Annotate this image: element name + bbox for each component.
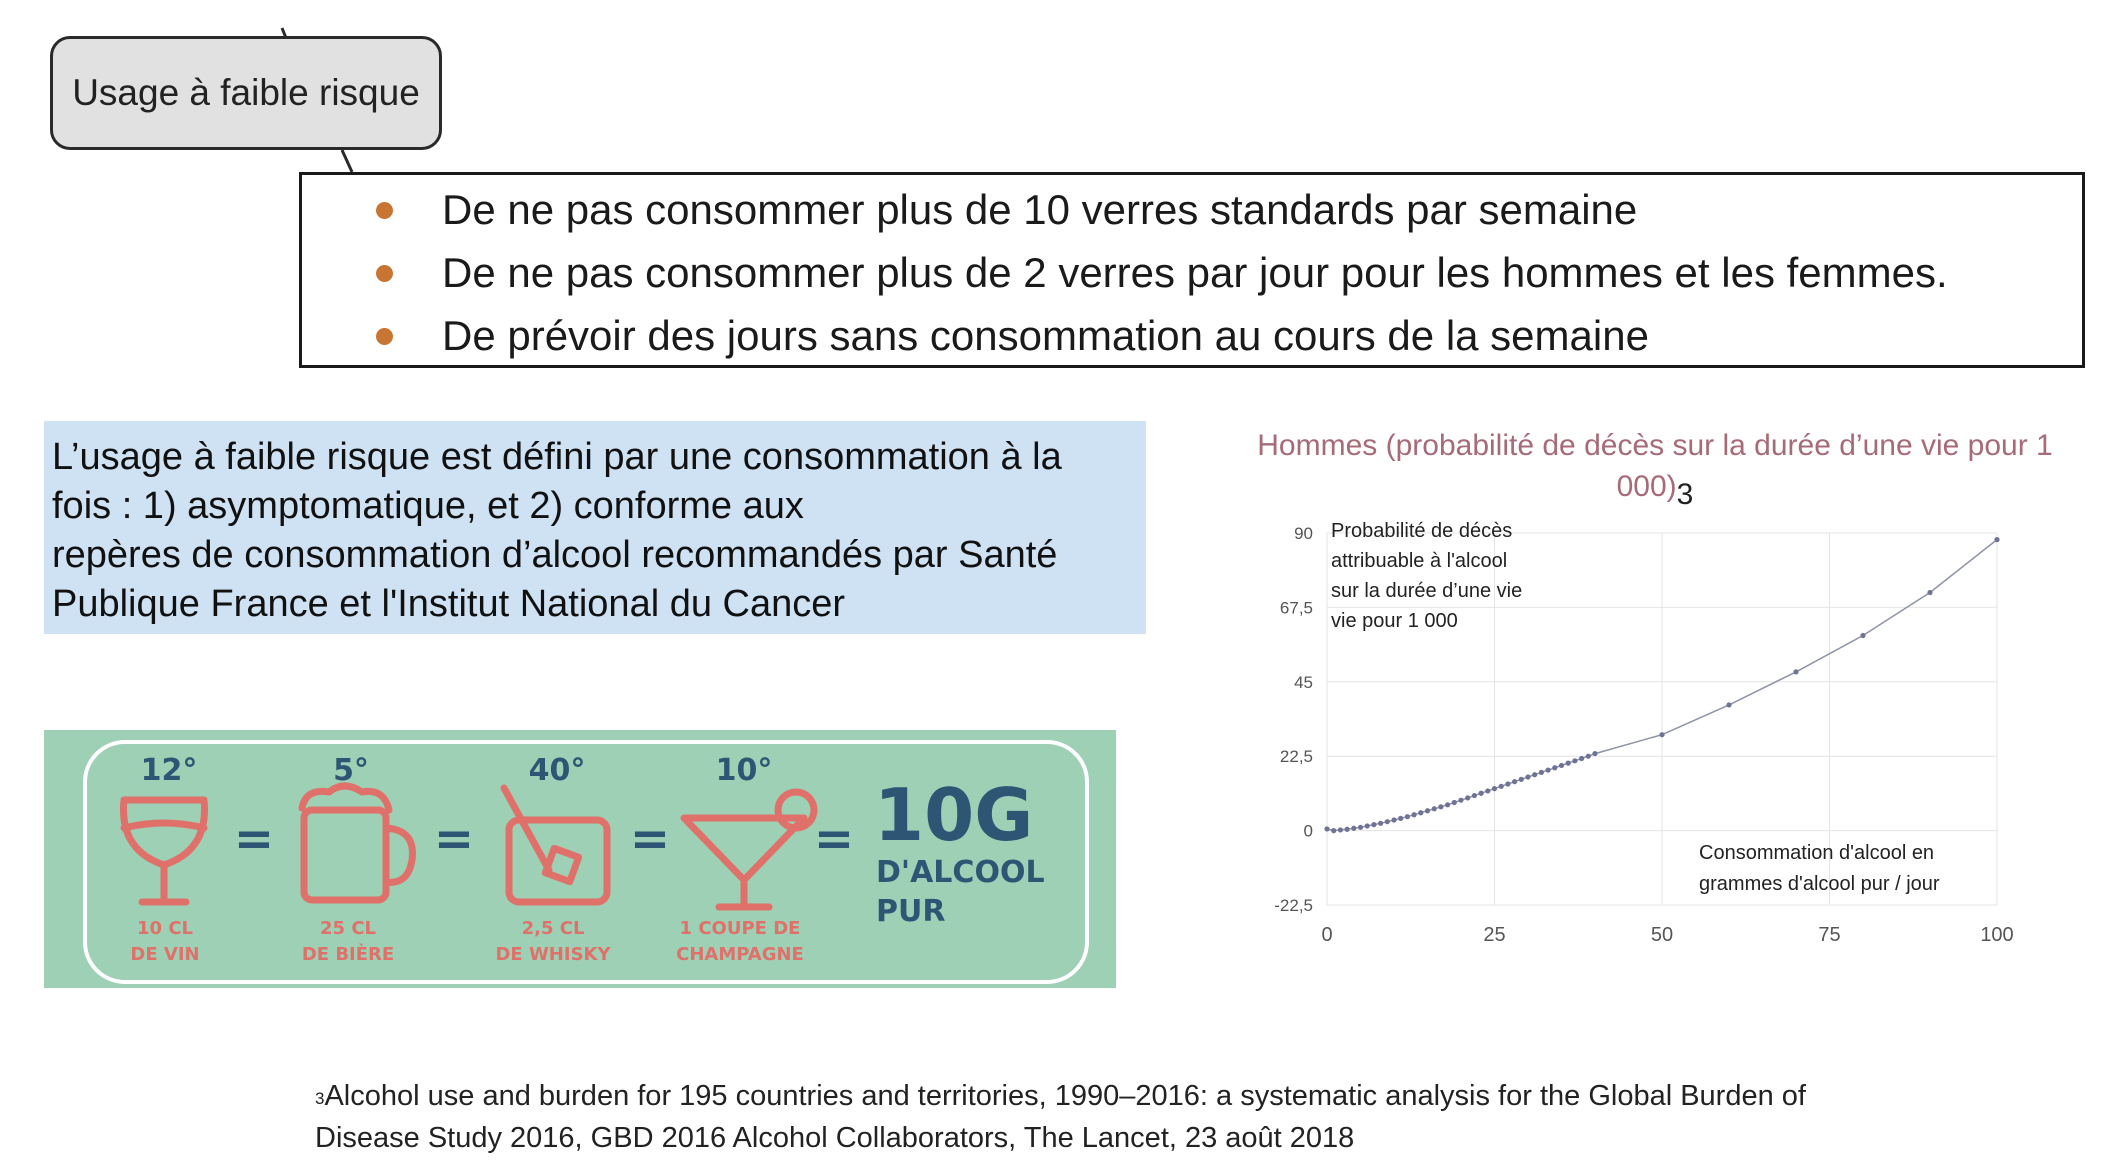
data-point <box>1579 756 1584 761</box>
data-point <box>1659 732 1664 737</box>
definition-line: Publique France et l'Institut National du Cancer <box>52 583 846 625</box>
data-point <box>1391 817 1396 822</box>
data-point <box>1445 802 1450 807</box>
y-tick-label: 90 <box>1294 524 1313 543</box>
result-amount: 10G <box>874 773 1034 857</box>
beer-mug-icon <box>302 786 412 900</box>
equals-sign: = <box>629 811 671 867</box>
equals-sign: = <box>233 811 275 867</box>
data-point <box>1371 822 1376 827</box>
data-point <box>1566 761 1571 766</box>
bullet-icon <box>376 202 393 219</box>
y-tick-label: 45 <box>1294 672 1313 692</box>
data-point <box>1378 821 1383 826</box>
whisky-label: DE WHISKY <box>495 944 611 965</box>
data-point <box>1994 537 1999 542</box>
beer-degree: 5° <box>333 753 369 788</box>
data-point <box>1365 823 1370 828</box>
chart-title-text: Hommes (probabilité de décès sur la durée d’une vie pour 1 000) <box>1257 429 2053 503</box>
result-line1: D'ALCOOL <box>876 855 1045 890</box>
data-point <box>1726 702 1731 707</box>
y-annotation-line: sur la durée d’une vie <box>1331 580 1523 602</box>
footnote-text: Alcohol use and burden for 195 countries and territories, 1990–2016: a systematic analysis for the Global Burden of <box>324 1080 1806 1112</box>
rule-text: De prévoir des jours sans consommation au cours de la semaine <box>442 312 1649 359</box>
y-annotation-line: Probabilité de décès <box>1331 520 1513 542</box>
data-point <box>1492 786 1497 791</box>
data-point <box>1546 767 1551 772</box>
data-point <box>1592 751 1597 756</box>
wine-label: DE VIN <box>130 944 200 965</box>
rule-text: De ne pas consommer plus de 2 verres par jour pour les hommes et les femmes. <box>442 249 1948 296</box>
x-tick-label: 75 <box>1818 924 1841 946</box>
x-tick-label: 25 <box>1483 924 1506 946</box>
callout-label: Usage à faible risque <box>72 72 420 113</box>
mortality-line-chart <box>1255 505 2045 965</box>
x-tick-label: 100 <box>1980 924 2014 946</box>
x-annotation <box>1699 842 1940 895</box>
data-point <box>1412 812 1417 817</box>
rule-item <box>442 312 1649 360</box>
wine-degree: 12° <box>140 753 198 788</box>
rule-item <box>442 186 1637 234</box>
y-tick-label: 0 <box>1303 821 1313 841</box>
data-point <box>1331 828 1336 833</box>
wine-volume: 10 CL <box>137 918 193 939</box>
data-point <box>1472 793 1477 798</box>
data-point <box>1458 798 1463 803</box>
data-point <box>1505 781 1510 786</box>
result-line2: PUR <box>876 894 946 929</box>
chart-title-ref: 3 <box>1676 478 1694 511</box>
definition-line: L’usage à faible risque est défini par une consommation à la <box>52 436 1062 478</box>
champagne-volume: 1 COUPE DE <box>679 918 801 939</box>
data-point <box>1532 772 1537 777</box>
definition-line: repères de consommation d’alcool recommandés par Santé <box>52 534 1058 576</box>
bullet-icon <box>376 265 393 282</box>
rule-item <box>442 249 1948 297</box>
data-point <box>1465 795 1470 800</box>
x-tick-label: 0 <box>1321 924 1333 946</box>
data-point <box>1519 777 1524 782</box>
y-axis-ticks <box>1274 524 1313 915</box>
data-point <box>1572 758 1577 763</box>
data-point <box>1559 763 1564 768</box>
data-point <box>1452 800 1457 805</box>
definition-box <box>44 421 1146 634</box>
bullet-icon <box>376 328 393 345</box>
equals-sign: = <box>813 811 855 867</box>
data-point <box>1586 754 1591 759</box>
footnote <box>315 1075 2015 1159</box>
data-point <box>1793 669 1798 674</box>
y-tick-label: -22,5 <box>1274 896 1313 915</box>
data-point <box>1405 814 1410 819</box>
whisky-volume: 2,5 CL <box>521 918 585 939</box>
y-tick-label: 22,5 <box>1279 747 1313 767</box>
champagne-degree: 10° <box>715 753 773 788</box>
footnote-ref: 3 <box>315 1089 325 1108</box>
infographic-graphic <box>44 730 1116 988</box>
data-point <box>1485 788 1490 793</box>
standard-drink-infographic <box>44 730 1116 988</box>
x-axis-ticks <box>1321 924 2013 946</box>
data-point <box>1385 819 1390 824</box>
y-annotation-line: vie pour 1 000 <box>1331 610 1458 632</box>
champagne-label: CHAMPAGNE <box>676 944 804 965</box>
beer-volume: 25 CL <box>320 918 376 939</box>
wine-glass-icon <box>124 800 205 902</box>
y-annotation <box>1331 520 1522 632</box>
rules-box <box>299 172 2085 368</box>
beer-label: DE BIÈRE <box>301 944 395 965</box>
data-point <box>1358 825 1363 830</box>
y-tick-label: 67,5 <box>1279 598 1313 618</box>
data-point <box>1525 774 1530 779</box>
data-point <box>1512 779 1517 784</box>
y-annotation-line: attribuable à l'alcool <box>1331 550 1508 572</box>
data-point <box>1552 765 1557 770</box>
definition-line: fois : 1) asymptomatique, et 2) conforme aux <box>52 485 804 527</box>
whisky-glass-icon <box>504 788 607 902</box>
cocktail-glass-icon <box>684 792 814 907</box>
footnote-line <box>315 1075 2015 1117</box>
rule-text: De ne pas consommer plus de 10 verres standards par semaine <box>442 186 1638 233</box>
data-point <box>1432 806 1437 811</box>
x-tick-label: 50 <box>1650 924 1674 946</box>
data-point <box>1539 770 1544 775</box>
data-point <box>1351 826 1356 831</box>
x-annotation-line: grammes d'alcool pur / jour <box>1699 873 1940 895</box>
data-point <box>1345 827 1350 832</box>
callout-box <box>50 36 442 150</box>
data-point <box>1418 810 1423 815</box>
data-point <box>1338 827 1343 832</box>
data-point <box>1324 826 1329 831</box>
data-point <box>1398 816 1403 821</box>
data-point <box>1927 590 1932 595</box>
data-point <box>1860 633 1865 638</box>
chart-title <box>1255 425 2055 511</box>
equals-sign: = <box>433 811 475 867</box>
data-point <box>1425 808 1430 813</box>
footnote-line: Disease Study 2016, GBD 2016 Alcohol Collaborators, The Lancet, 23 août 2018 <box>315 1122 1355 1154</box>
x-annotation-line: Consommation d'alcool en <box>1699 842 1935 864</box>
data-point <box>1438 804 1443 809</box>
data-point <box>1479 791 1484 796</box>
whisky-degree: 40° <box>528 753 586 788</box>
data-point <box>1499 784 1504 789</box>
